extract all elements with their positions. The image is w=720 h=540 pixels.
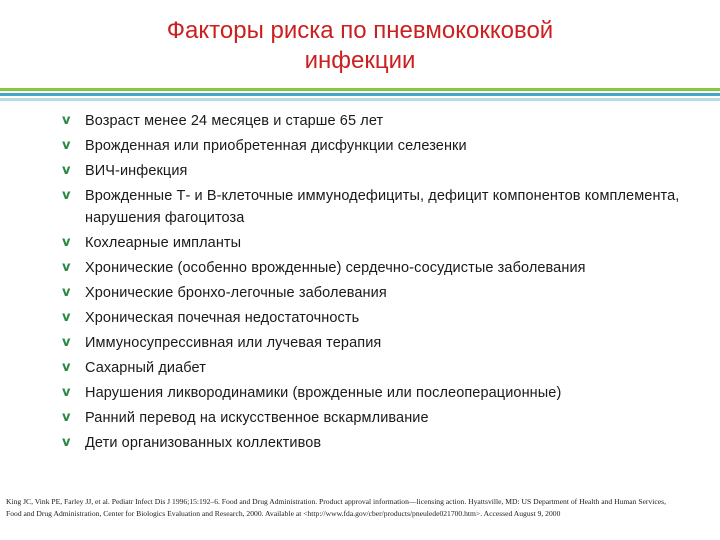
reference-line-1: King JC, Vink PE, Farley JJ, et al. Pediatr Infect Dis J 1996;15:192–6. Food and Drug Administration. Product approval information—licensing action. Hyattsville, MD: US Department of Health and Human Services,: [6, 497, 666, 506]
list-item: [62, 257, 707, 279]
bullet-checkmark-icon: v: [62, 410, 71, 425]
list-item-text: Ранний перевод на искусственное вскармливание: [85, 410, 429, 426]
list-item-text: ВИЧ-инфекция: [85, 163, 188, 179]
bullet-checkmark-icon: v: [62, 260, 71, 275]
divider-stripe-green: [0, 88, 720, 91]
list-item-text: Нарушения ликвородинамики (врожденные или послеоперационные): [85, 385, 562, 401]
list-item-text: Врожденная или приобретенная дисфункции селезенки: [85, 138, 467, 154]
header-divider-stripes: [0, 88, 720, 103]
list-item: [62, 135, 707, 157]
list-item-text: Возраст менее 24 месяцев и старше 65 лет: [85, 113, 384, 129]
list-item-text: Дети организованных коллективов: [85, 435, 322, 451]
list-item: [62, 357, 707, 379]
list-item-text: Иммуносупрессивная или лучевая терапия: [85, 335, 382, 351]
list-item: [62, 232, 707, 254]
reference-footnote: [6, 496, 716, 520]
slide-title: [0, 16, 720, 76]
list-item: [62, 382, 707, 404]
list-item: [62, 307, 707, 329]
list-item: [62, 185, 707, 229]
bullet-checkmark-icon: v: [62, 163, 71, 178]
bullet-checkmark-icon: v: [62, 188, 71, 203]
list-item: [62, 407, 707, 429]
slide-title-line-2: инфекции: [304, 47, 416, 74]
list-item-text: Врожденные Т- и В-клеточные иммунодефициты, дефицит компонентов комплемента, нарушения фагоцитоза: [85, 188, 680, 226]
list-item: [62, 160, 707, 182]
bullet-checkmark-icon: v: [62, 435, 71, 450]
reference-line-2: Food and Drug Administration, Center for Biologics Evaluation and Research, 2000. Available at <http://www.fda.gov/cber/products/pneulede021700.htm>. Accessed August 9, 2000: [6, 509, 561, 518]
list-item: [62, 110, 707, 132]
list-item-text: Хроническая почечная недостаточность: [85, 310, 360, 326]
bullet-checkmark-icon: v: [62, 235, 71, 250]
slide-title-line-1: Факторы риска по пневмококковой: [166, 17, 554, 44]
list-item-text: Кохлеарные импланты: [85, 235, 242, 251]
list-item: [62, 282, 707, 304]
bullet-checkmark-icon: v: [62, 360, 71, 375]
bullet-checkmark-icon: v: [62, 310, 71, 325]
risk-factor-list: [62, 110, 707, 457]
bullet-checkmark-icon: v: [62, 285, 71, 300]
list-item-text: Сахарный диабет: [85, 360, 206, 376]
list-item-text: Хронические (особенно врожденные) сердечно-сосудистые заболевания: [85, 260, 586, 276]
bullet-checkmark-icon: v: [62, 385, 71, 400]
bullet-checkmark-icon: v: [62, 138, 71, 153]
bullet-checkmark-icon: v: [62, 113, 71, 128]
list-item: [62, 432, 707, 454]
divider-stripe-blue: [0, 93, 720, 96]
bullet-checkmark-icon: v: [62, 335, 71, 350]
list-item-text: Хронические бронхо-легочные заболевания: [85, 285, 387, 301]
list-item: [62, 332, 707, 354]
divider-stripe-light-blue: [0, 98, 720, 101]
